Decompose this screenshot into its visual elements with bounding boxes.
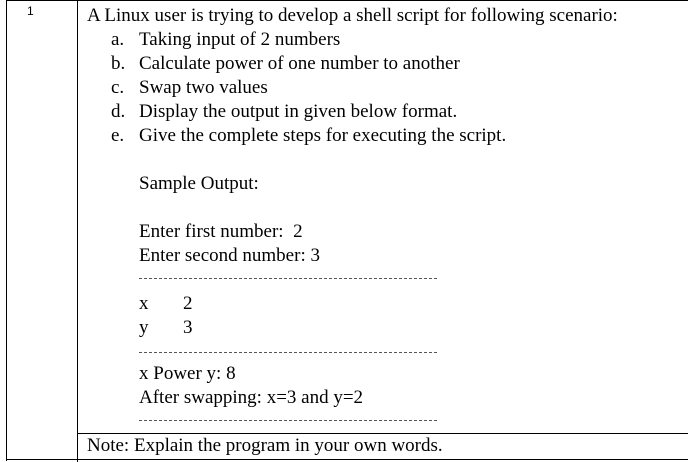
second-number-prompt: Enter second number: 3 (139, 245, 320, 266)
dashed-separator (139, 278, 437, 279)
step-item (87, 100, 687, 124)
dashed-separator (139, 352, 437, 353)
x-value-row (139, 292, 687, 316)
power-result: x Power y: 8 (139, 363, 236, 384)
step-item (87, 124, 687, 148)
step-item (87, 76, 687, 100)
y-value: 3 (183, 317, 193, 338)
step-marker: e. (111, 125, 125, 146)
question-content (87, 4, 687, 434)
step-text: Calculate power of one number to another (139, 53, 460, 74)
step-marker: a. (111, 29, 125, 50)
step-item (87, 52, 687, 76)
step-marker: b. (111, 53, 126, 74)
sample-output-title: Sample Output: (139, 173, 259, 194)
y-label: y (139, 317, 149, 338)
step-marker: c. (111, 77, 125, 98)
x-value: 2 (183, 293, 193, 314)
step-text: Give the complete steps for executing the script. (139, 125, 507, 146)
step-marker: d. (111, 101, 126, 122)
note-text: Note: Explain the program in your own words. (87, 435, 443, 456)
x-label: x (139, 293, 149, 314)
step-text: Taking input of 2 numbers (139, 29, 341, 50)
first-number-prompt: Enter first number: 2 (139, 221, 303, 242)
question-table (6, 0, 688, 461)
y-value-row (139, 316, 687, 340)
row-number: 1 (27, 4, 34, 18)
dashed-separator (139, 420, 437, 421)
swap-result: After swapping: x=3 and y=2 (139, 387, 364, 408)
steps-list (87, 28, 687, 148)
step-text: Swap two values (139, 77, 268, 98)
step-item (87, 28, 687, 52)
table-bottom-border (7, 459, 688, 460)
question-intro: A Linux user is trying to develop a shell script for following scenario: (87, 5, 618, 26)
step-text: Display the output in given below format. (139, 101, 458, 122)
column-divider (77, 1, 78, 462)
